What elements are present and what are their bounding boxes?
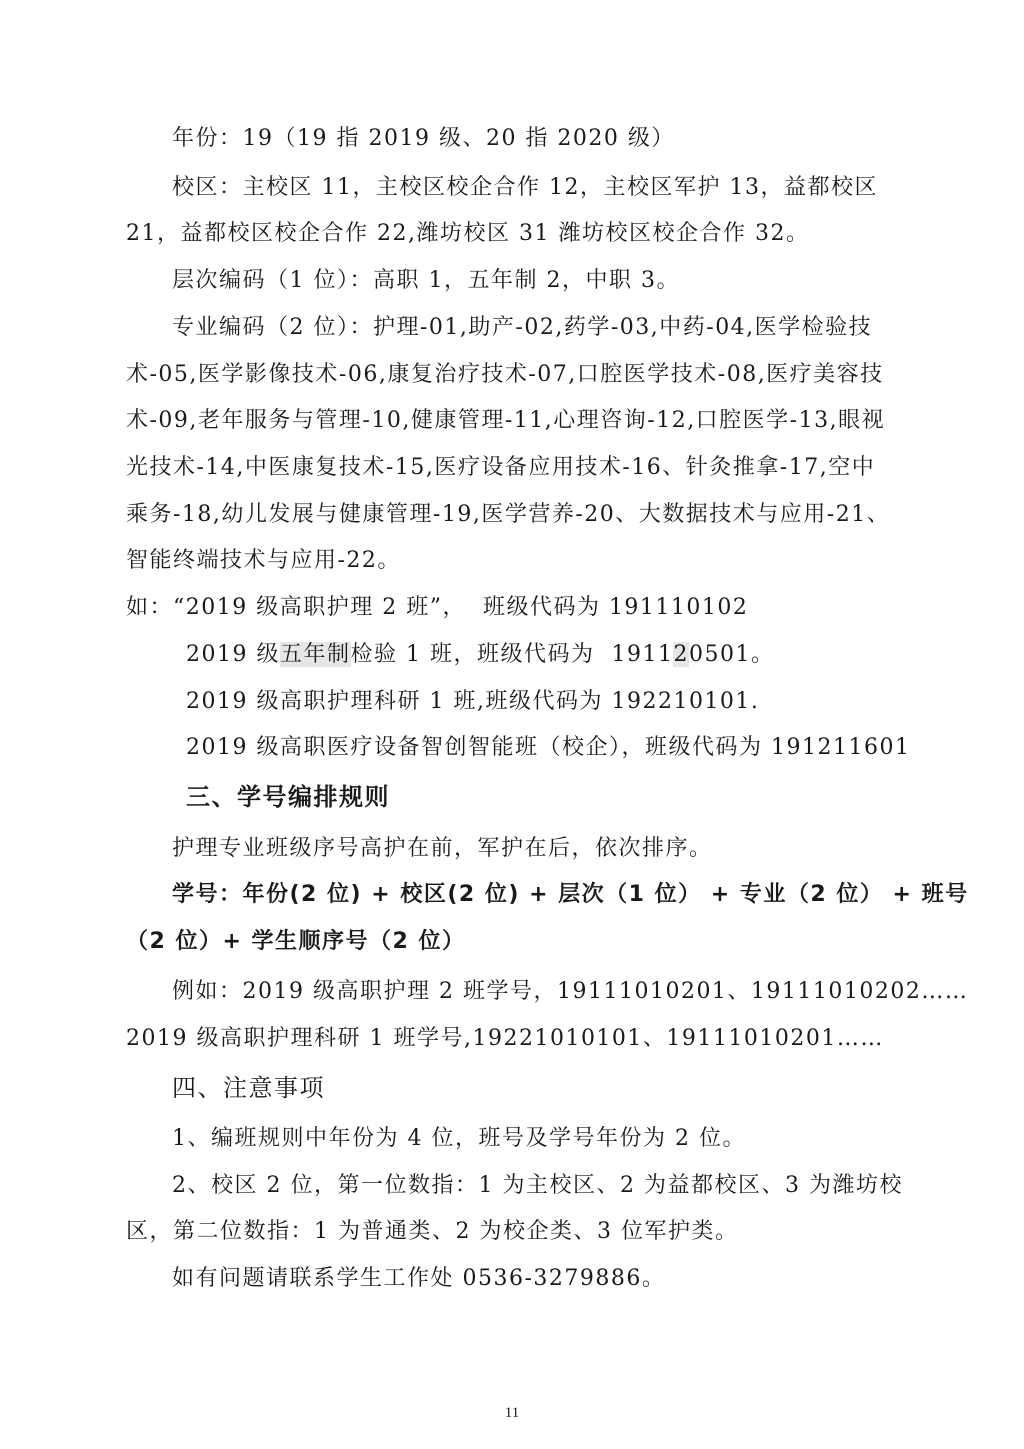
highlighted-digit: 2 bbox=[673, 642, 689, 667]
year-paragraph: 年份：19（19 指 2019 级、20 指 2020 级） bbox=[172, 126, 675, 151]
student-id-example-line-1: 例如：2019 级高职护理 2 班学号，19111010201、19111010202…… bbox=[172, 979, 969, 1004]
example-line-3: 2019 级高职护理科研 1 班,班级代码为 192210101. bbox=[186, 689, 760, 714]
major-paragraph-line-3: 术-09,老年服务与管理-10,健康管理-11,心理咨询-12,口腔医学-13,眼视 bbox=[126, 408, 886, 433]
note-2-line-2: 区，第二位数指：1 为普通类、2 为校企类、3 位军护类。 bbox=[126, 1219, 739, 1244]
major-paragraph-line-6: 智能终端技术与应用-22。 bbox=[126, 548, 401, 573]
major-paragraph-line-2: 术-05,医学影像技术-06,康复治疗技术-07,口腔医学技术-08,医疗美容技 bbox=[126, 362, 884, 387]
campus-paragraph-line-2: 21，益都校区校企合作 22,潍坊校区 31 潍坊校区校企合作 32。 bbox=[126, 221, 810, 246]
student-id-formula-line-1: 学号：年份(2 位) + 校区(2 位) + 层次（1 位） + 专业（2 位） + 班号 bbox=[172, 882, 969, 907]
contact-line: 如有问题请联系学生工作处 0536-3279886。 bbox=[172, 1266, 666, 1291]
major-paragraph-line-5: 乘务-18,幼儿发展与健康管理-19,医学营养-20、大数据技术与应用-21、 bbox=[126, 502, 891, 527]
student-id-example-line-2: 2019 级高职护理科研 1 班学号,19221010101、19111010201…… bbox=[126, 1026, 884, 1051]
note-1: 1、编班规则中年份为 4 位，班号及学号年份为 2 位。 bbox=[172, 1126, 746, 1151]
note-2-line-1: 2、校区 2 位，第一位数指：1 为主校区、2 为益都校区、3 为潍坊校 bbox=[172, 1173, 903, 1198]
major-paragraph-line-4: 光技术-14,中医康复技术-15,医疗设备应用技术-16、针灸推拿-17,空中 bbox=[126, 455, 876, 480]
section-4-heading: 四、注意事项 bbox=[172, 1074, 325, 1102]
page-number: 11 bbox=[504, 1405, 520, 1421]
section-3-paragraph: 护理专业班级序号高护在前，军护在后，依次排序。 bbox=[172, 836, 713, 861]
major-paragraph-line-1: 专业编码（2 位）：护理-01,助产-02,药学-03,中药-04,医学检验技 bbox=[172, 315, 873, 340]
example-line-2-part-e: 0501。 bbox=[688, 642, 775, 667]
example-line-2 bbox=[186, 640, 774, 670]
example-line-2-part-c: 检验 1 班，班级代码为 1911 bbox=[350, 642, 674, 667]
campus-paragraph-line-1: 校区：主校区 11，主校区校企合作 12，主校区军护 13，益都校区 bbox=[172, 175, 878, 200]
section-3-heading: 三、学号编排规则 bbox=[186, 783, 390, 811]
example-line-1: 如：“2019 级高职护理 2 班”， 班级代码为 191110102 bbox=[126, 595, 749, 620]
highlighted-text: 五年制 bbox=[279, 642, 351, 667]
level-paragraph: 层次编码（1 位）：高职 1，五年制 2，中职 3。 bbox=[172, 268, 680, 293]
student-id-formula-line-2: （2 位）+ 学生顺序号（2 位） bbox=[126, 929, 466, 954]
example-line-4: 2019 级高职医疗设备智创智能班（校企），班级代码为 191211601 bbox=[186, 735, 911, 760]
example-line-2-part-a: 2019 级 bbox=[186, 642, 280, 667]
